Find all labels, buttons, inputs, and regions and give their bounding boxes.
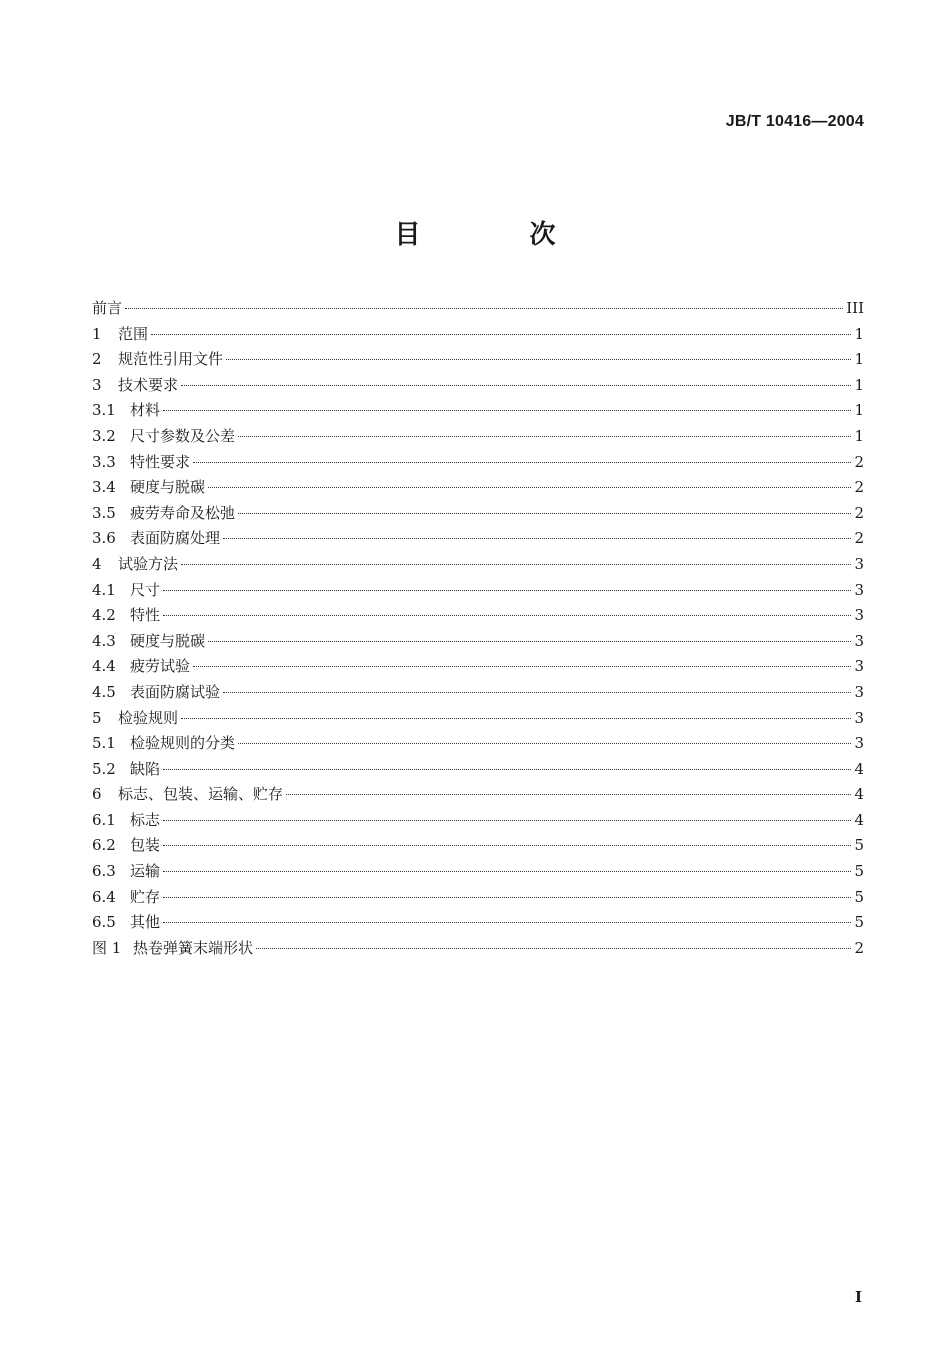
toc-entry-page: 2 bbox=[854, 529, 864, 548]
toc-entry-number: 6.2 bbox=[92, 836, 116, 855]
toc-entry-page: 4 bbox=[854, 785, 864, 804]
toc-leader-dots bbox=[238, 513, 851, 514]
toc-leader-dots bbox=[163, 922, 851, 923]
toc-entry[interactable] bbox=[92, 373, 864, 399]
toc-entry-page: 3 bbox=[854, 631, 864, 650]
toc-leader-dots bbox=[256, 948, 851, 949]
toc-leader-dots bbox=[151, 334, 851, 335]
toc-entry-page: 3 bbox=[854, 657, 864, 676]
toc-leader-dots bbox=[226, 359, 851, 360]
toc-entry-label: 规范性引用文件 bbox=[118, 350, 224, 369]
toc-entry-label: 贮存 bbox=[130, 887, 161, 906]
toc-leader-dots bbox=[163, 410, 851, 411]
toc-entry-number: 3.2 bbox=[92, 426, 116, 445]
toc-leader-dots bbox=[223, 692, 851, 693]
toc-entry-label: 包装 bbox=[130, 836, 161, 855]
table-of-contents bbox=[92, 296, 864, 961]
page-title: 目 次 bbox=[394, 220, 606, 250]
toc-entry-page: 3 bbox=[854, 606, 864, 625]
toc-entry-label: 前言 bbox=[92, 299, 123, 317]
toc-leader-dots bbox=[286, 794, 851, 795]
toc-entry-number: 4.4 bbox=[92, 657, 116, 676]
toc-entry-page: 3 bbox=[854, 554, 864, 573]
toc-entry[interactable] bbox=[92, 757, 864, 783]
toc-entry-figure[interactable] bbox=[92, 936, 864, 962]
toc-leader-dots bbox=[238, 743, 851, 744]
toc-entry[interactable] bbox=[92, 552, 864, 578]
toc-entry[interactable] bbox=[92, 398, 864, 424]
toc-leader-dots bbox=[193, 462, 851, 463]
toc-entry-label: 缺陷 bbox=[130, 759, 161, 778]
toc-entry-number: 6.3 bbox=[92, 862, 116, 881]
toc-entry-label: 检验规则 bbox=[118, 708, 179, 727]
toc-entry-label: 硬度与脱碳 bbox=[130, 478, 206, 497]
toc-entry-number: 6.5 bbox=[92, 913, 116, 932]
toc-leader-dots bbox=[181, 385, 851, 386]
toc-entry-page: 3 bbox=[854, 734, 864, 753]
toc-entry-foreword[interactable] bbox=[92, 296, 864, 322]
toc-entry-label: 材料 bbox=[130, 401, 161, 420]
toc-entry-number: 4.5 bbox=[92, 682, 116, 701]
toc-entry-page: 3 bbox=[854, 580, 864, 599]
toc-entry-number: 3.6 bbox=[92, 529, 116, 548]
toc-leader-dots bbox=[163, 871, 851, 872]
toc-entry[interactable] bbox=[92, 526, 864, 552]
toc-entry-page: 4 bbox=[854, 810, 864, 829]
page-number: I bbox=[854, 1288, 862, 1306]
toc-entry[interactable] bbox=[92, 833, 864, 859]
toc-entry[interactable] bbox=[92, 910, 864, 936]
toc-entry-page: 1 bbox=[854, 350, 864, 369]
toc-entry-label: 尺寸参数及公差 bbox=[130, 426, 236, 445]
toc-leader-dots bbox=[125, 308, 843, 309]
toc-entry-number: 5.1 bbox=[92, 734, 116, 753]
toc-entry-page: 2 bbox=[854, 938, 864, 957]
toc-entry-label: 标志 bbox=[130, 810, 161, 829]
toc-entry[interactable] bbox=[92, 859, 864, 885]
toc-entry[interactable] bbox=[92, 501, 864, 527]
toc-entry-label: 运输 bbox=[130, 862, 161, 881]
toc-entry-page: 1 bbox=[854, 324, 864, 343]
toc-entry-number: 3.5 bbox=[92, 503, 116, 522]
toc-entry[interactable] bbox=[92, 885, 864, 911]
toc-entry-number: 3.4 bbox=[92, 478, 116, 497]
toc-entry-number: 4 bbox=[92, 554, 102, 573]
toc-entry-number: 6.1 bbox=[92, 810, 116, 829]
toc-entry-page: 5 bbox=[854, 913, 864, 932]
toc-leader-dots bbox=[163, 820, 851, 821]
toc-entry[interactable] bbox=[92, 706, 864, 732]
toc-entry[interactable] bbox=[92, 347, 864, 373]
toc-entry-number: 1 bbox=[92, 324, 102, 343]
toc-entry-label: 技术要求 bbox=[118, 375, 179, 394]
toc-entry-page: 4 bbox=[854, 759, 864, 778]
toc-leader-dots bbox=[163, 615, 851, 616]
toc-leader-dots bbox=[223, 538, 851, 539]
toc-entry-label: 标志、包装、运输、贮存 bbox=[118, 785, 284, 804]
toc-leader-dots bbox=[193, 666, 851, 667]
toc-entry-page: 5 bbox=[854, 836, 864, 855]
toc-leader-dots bbox=[181, 718, 851, 719]
toc-leader-dots bbox=[163, 845, 851, 846]
toc-entry-number: 6.4 bbox=[92, 887, 116, 906]
toc-entry-number: 3 bbox=[92, 375, 102, 394]
toc-entry-page: 2 bbox=[854, 503, 864, 522]
toc-entry-label: 疲劳寿命及松弛 bbox=[130, 503, 236, 522]
toc-entry-number: 3.1 bbox=[92, 401, 116, 420]
toc-entry-number: 3.3 bbox=[92, 452, 116, 471]
toc-leader-dots bbox=[208, 487, 851, 488]
toc-entry-label: 热卷弹簧末端形状 bbox=[133, 938, 254, 957]
toc-entry-page: 2 bbox=[854, 452, 864, 471]
toc-entry-number: 4.3 bbox=[92, 631, 116, 650]
toc-entry-page: III bbox=[846, 299, 864, 317]
toc-entry[interactable] bbox=[92, 680, 864, 706]
toc-entry-label: 其他 bbox=[130, 913, 161, 932]
toc-entry-label: 特性 bbox=[130, 606, 161, 625]
toc-leader-dots bbox=[163, 897, 851, 898]
toc-entry-label: 检验规则的分类 bbox=[130, 734, 236, 753]
toc-entry-page: 5 bbox=[854, 887, 864, 906]
toc-entry-page: 3 bbox=[854, 708, 864, 727]
toc-entry[interactable] bbox=[92, 322, 864, 348]
toc-leader-dots bbox=[181, 564, 851, 565]
toc-entry-number: 图 1 bbox=[92, 938, 122, 957]
toc-entry-number: 6 bbox=[92, 785, 102, 804]
toc-entry-page: 5 bbox=[854, 862, 864, 881]
toc-entry-number: 5 bbox=[92, 708, 102, 727]
toc-entry[interactable] bbox=[92, 782, 864, 808]
toc-entry-number: 4.1 bbox=[92, 580, 116, 599]
toc-entry-number: 4.2 bbox=[92, 606, 116, 625]
toc-entry-label: 特性要求 bbox=[130, 452, 191, 471]
toc-leader-dots bbox=[163, 590, 851, 591]
toc-entry-page: 1 bbox=[854, 375, 864, 394]
toc-entry-number: 5.2 bbox=[92, 759, 116, 778]
toc-leader-dots bbox=[238, 436, 851, 437]
toc-entry[interactable] bbox=[92, 629, 864, 655]
toc-leader-dots bbox=[163, 769, 851, 770]
toc-entry-label: 疲劳试验 bbox=[130, 657, 191, 676]
toc-entry[interactable] bbox=[92, 603, 864, 629]
toc-entry-page: 1 bbox=[854, 401, 864, 420]
toc-entry[interactable] bbox=[92, 808, 864, 834]
document-code: JB/T 10416—2004 bbox=[725, 113, 864, 130]
toc-entry-label: 尺寸 bbox=[130, 580, 161, 599]
toc-entry-page: 3 bbox=[854, 682, 864, 701]
toc-entry[interactable] bbox=[92, 475, 864, 501]
toc-entry-label: 表面防腐处理 bbox=[130, 529, 221, 548]
toc-entry[interactable] bbox=[92, 450, 864, 476]
toc-entry[interactable] bbox=[92, 424, 864, 450]
toc-entry[interactable] bbox=[92, 578, 864, 604]
toc-entry[interactable] bbox=[92, 654, 864, 680]
toc-entry-label: 表面防腐试验 bbox=[130, 682, 221, 701]
toc-entry-label: 范围 bbox=[118, 324, 149, 343]
toc-entry-page: 2 bbox=[854, 478, 864, 497]
toc-entry[interactable] bbox=[92, 731, 864, 757]
toc-entry-label: 硬度与脱碳 bbox=[130, 631, 206, 650]
toc-entry-page: 1 bbox=[854, 426, 864, 445]
toc-entry-label: 试验方法 bbox=[118, 554, 179, 573]
toc-leader-dots bbox=[208, 641, 851, 642]
toc-entry-number: 2 bbox=[92, 350, 102, 369]
